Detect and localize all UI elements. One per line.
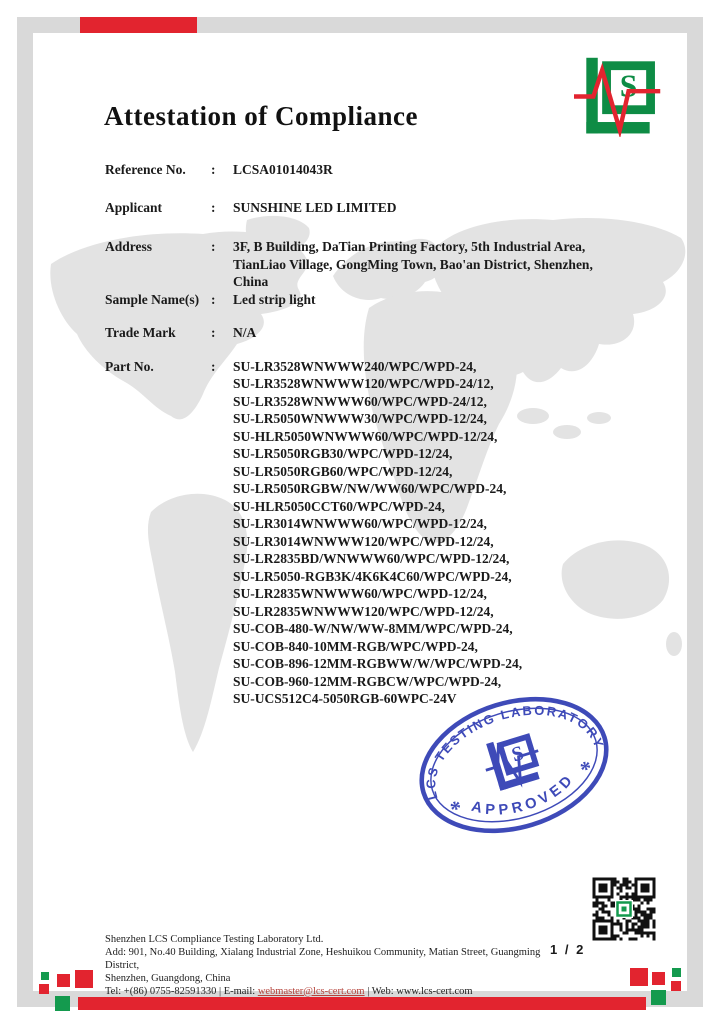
field-applicant (105, 199, 595, 217)
stamp-right-star: * (577, 755, 596, 783)
address-line: China (233, 274, 269, 289)
deco-square (630, 968, 648, 986)
deco-square (41, 972, 49, 980)
field-label: Sample Name(s) (105, 291, 200, 307)
field-separator: : (211, 325, 216, 340)
field-value: SUNSHINE LED LIMITED (233, 199, 397, 215)
field-reference (105, 161, 595, 179)
part-number-line: SU-LR3528WNWWW60/WPC/WPD-24/12, (233, 393, 487, 409)
deco-square (671, 981, 681, 991)
field-label: Applicant (105, 199, 163, 215)
stamp-bottom-text: APPROVED (469, 770, 579, 819)
field-label: Address (105, 239, 153, 254)
lcs-logo (574, 56, 662, 137)
deco-square (672, 968, 681, 977)
footer-tel: Tel: +(86) 0755-82591330 | E-mail: (105, 985, 258, 997)
part-number-line: SU-LR5050RGB30/WPC/WPD-12/24, (233, 446, 453, 461)
deco-square (55, 996, 70, 1011)
footer (105, 934, 560, 999)
stamp-top-text: LCS TESTING LABORATORY (423, 702, 608, 802)
part-number-line: SU-LR2835WNWWW120/WPC/WPD-12/24, (233, 603, 494, 619)
stamp-logo-letter: S (509, 742, 527, 767)
part-number-line: SU-LR2835WNWWW60/WPC/WPD-12/24, (233, 586, 487, 601)
deco-square (39, 984, 49, 994)
bottom-accent-bar (78, 997, 646, 1010)
footer-email-link[interactable]: webmaster@lcs-cert.com (257, 985, 365, 997)
part-number-line: SU-LR5050WNWWW30/WPC/WPD-12/24, (233, 411, 487, 426)
footer-company: Shenzhen LCS Compliance Testing Laboratory Ltd. (105, 934, 324, 945)
part-number-line: SU-HLR5050CCT60/WPC/WPD-24, (233, 498, 445, 514)
footer-web: | Web: www.lcs-cert.com (364, 985, 473, 997)
stamp-center-logo (479, 730, 547, 793)
certificate-fields (105, 161, 595, 708)
logo-letter: S (619, 68, 638, 104)
part-number-line: SU-LR3528WNWWW240/WPC/WPD-24, (233, 358, 477, 374)
footer-address-line2: Shenzhen, Guangdong, China (105, 972, 231, 984)
field-value: N/A (233, 325, 257, 340)
field-label: Trade Mark (105, 325, 176, 340)
part-number-line: SU-COB-840-10MM-RGB/WPC/WPD-24, (233, 638, 478, 654)
part-number-line: SU-LR5050RGB60/WPC/WPD-12/24, (233, 463, 453, 479)
part-number-line: SU-COB-480-W/NW/WW-8MM/WPC/WPD-24, (233, 621, 513, 636)
part-number-line: SU-LR2835BD/WNWWW60/WPC/WPD-12/24, (233, 551, 510, 566)
field-separator: : (211, 199, 216, 215)
part-number-line: SU-HLR5050WNWWW60/WPC/WPD-12/24, (233, 428, 498, 444)
part-number-line: SU-COB-896-12MM-RGBWW/W/WPC/WPD-24, (233, 656, 523, 671)
field-label: Reference No. (105, 162, 186, 177)
qr-code (591, 876, 657, 942)
field-part-no (105, 358, 595, 708)
field-sample-name (105, 291, 595, 309)
field-label: Part No. (105, 358, 154, 374)
field-value: LCSA01014043R (233, 162, 333, 177)
field-address (105, 238, 595, 291)
part-number-line: SU-LR3014WNWWW120/WPC/WPD-12/24, (233, 533, 494, 549)
field-value (233, 238, 595, 291)
part-number-list (233, 358, 595, 708)
part-number-line: SU-LR5050RGBW/NW/WW60/WPC/WPD-24, (233, 481, 507, 496)
address-line: TianLiao Village, GongMing Town, Bao'an District, Shenzhen, (233, 256, 593, 272)
field-separator: : (211, 162, 216, 177)
part-number-line: SU-LR5050-RGB3K/4K6K4C60/WPC/WPD-24, (233, 568, 512, 584)
deco-square (75, 970, 93, 988)
page-title: Attestation of Compliance (104, 101, 418, 131)
deco-square (57, 974, 70, 987)
field-separator: : (211, 358, 216, 374)
top-accent-bar (80, 17, 197, 33)
part-number-line: SU-LR3528WNWWW120/WPC/WPD-24/12, (233, 376, 494, 391)
page-indicator: 1 / 2 (550, 942, 586, 957)
field-trade-mark (105, 324, 595, 342)
footer-address-line1: Add: 901, No.40 Building, Xialang Industrial Zone, Heshuikou Community, Matian Street, Guangming District, (105, 946, 541, 971)
deco-square (652, 972, 665, 985)
deco-square (651, 990, 666, 1005)
field-separator: : (211, 291, 216, 307)
field-separator: : (211, 239, 216, 254)
address-line: 3F, B Building, DaTian Printing Factory, 5th Industrial Area, (233, 239, 586, 254)
part-number-line: SU-UCS512C4-5050RGB-60WPC-24V (233, 691, 457, 706)
part-number-line: SU-COB-960-12MM-RGBCW/WPC/WPD-24, (233, 673, 502, 689)
field-value: Led strip light (233, 291, 316, 307)
stamp-left-star: * (447, 794, 466, 822)
part-number-line: SU-LR3014WNWWW60/WPC/WPD-12/24, (233, 516, 487, 531)
